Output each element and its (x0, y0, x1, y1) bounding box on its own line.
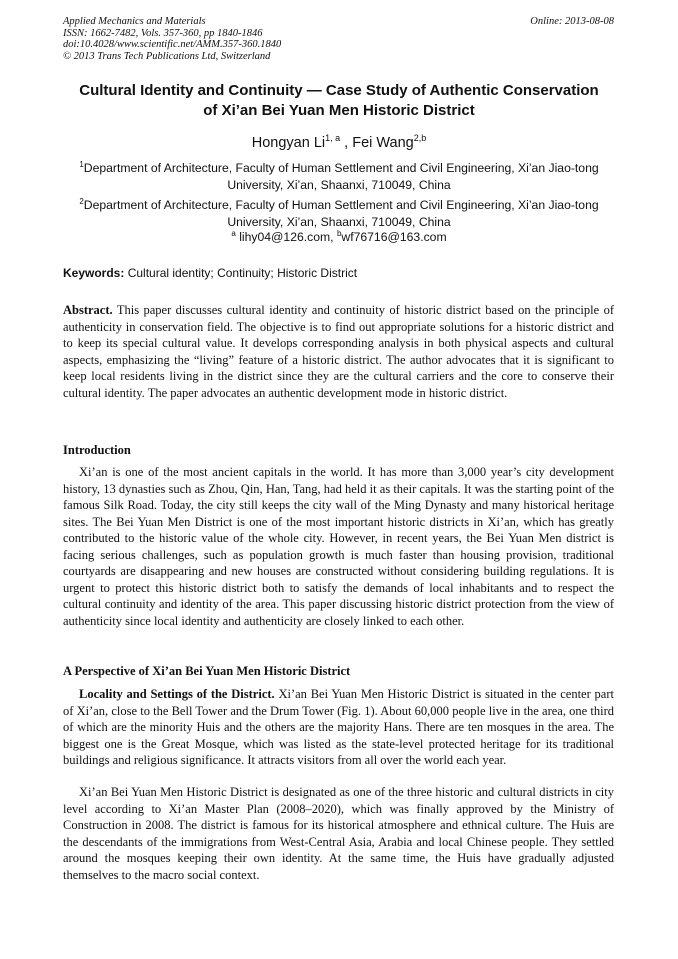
title-line-2: of Xi’an Bei Yuan Men Historic District (203, 102, 475, 119)
author-sup: 2,b (413, 133, 427, 143)
keywords-label: Keywords: (63, 266, 125, 280)
abstract-label: Abstract. (63, 303, 113, 317)
author-name: Hongyan Li (251, 134, 326, 151)
abstract (63, 302, 614, 401)
paper-title (40, 81, 638, 121)
copyright-line: © 2013 Trans Tech Publications Ltd, Switzerland (63, 50, 271, 62)
section-heading-introduction: Introduction (63, 443, 131, 457)
title-line-1: Cultural Identity and Continuity — Case Study of Authentic Conservation (79, 82, 599, 99)
email-text: wf76716@163.com (341, 230, 447, 245)
affiliation-text: Department of Architecture, Faculty of Human Settlement and Civil Engineering, Xi’an Jiao-tong University, Xi’an, Shaanxi, 710049, China (83, 161, 599, 193)
author-sup: 1, a (325, 133, 341, 143)
email-text: lihy04@126.com, (235, 230, 337, 245)
online-date: Online: 2013-08-08 (530, 16, 614, 27)
paragraph-text: Xi’an Bei Yuan Men Historic District is situated in the center part of Xi’an, close to the Bell Tower and the Drum Tower (Fig. 1). About 60,000 people live in the area, one third of which are the minority Huis and the others are the majority Hans. There are ten mosques in the area. The biggest one is the Great Mosque, which was listed as the state-level protected heritage for its traditional buildings and religious significance. It attracts visitors from all over the world each year. (63, 687, 614, 767)
author-separator: , (340, 134, 353, 151)
subsection-label: Locality and Settings of the District. (79, 687, 275, 701)
author-name: Fei Wang (352, 134, 414, 151)
issn-line: ISSN: 1662-7482, Vols. 357-360, pp 1840-1846 (63, 27, 263, 39)
affiliation-text: Department of Architecture, Faculty of Human Settlement and Civil Engineering, Xi’an Jiao-tong University, Xi’an, Shaanxi, 710049, China (83, 198, 599, 230)
email-sup: a (231, 229, 236, 238)
section-heading-perspective: A Perspective of Xi’an Bei Yuan Men Historic District (63, 664, 351, 678)
affiliation-2 (56, 193, 622, 231)
author-list (40, 133, 638, 151)
keywords (63, 266, 614, 280)
email-sup: b (336, 229, 342, 238)
introduction-paragraph: Xi’an is one of the most ancient capitals in the world. It has more than 3,000 year’s city development history, 13 dynasties such as Zhou, Qin, Han, Tang, had held it as their capitals. It was the starting point of the famous Silk Road. Today, the city still keeps the city wall of the Ming Dynasty and many historical heritage sites. The Bei Yuan Men District is one of the most important historic districts in Xi’an, which has greatly contributed to the historic value of the whole city. However, in recent years, the Bei Yuan Men district is facing serious challenges, such as population growth is much faster than housing provision, traditional courtyards are disappearing and new houses are constructed without considering building regulations. It is urgent to protect this historic district both to satisfy the demands of local inhabitants and to respect the cultural continuity and identity of the area. This paper discussing historic district protection from the view of authenticity since local identity and authenticity are closely linked to each other. (63, 465, 614, 628)
abstract-text: This paper discusses cultural identity and continuity of historic district based on the principle of authenticity in conservation field. The objective is to find out appropriate solutions for a historic district and to keep its special cultural value. It develops corresponding analysis in both physical aspects and cultural aspects, emphasizing the “living” feature of a historic district. The author advocates that it is significant to keep local residents living in the district since they are the cultural carriers and the core to conserve their cultural identity. The paper advocates an authentic development mode in historic district. (63, 303, 614, 400)
journal-name: Applied Mechanics and Materials (63, 16, 206, 27)
doi-line: doi:10.4028/www.scientific.net/AMM.357-360.1840 (63, 39, 282, 50)
author-emails (40, 229, 638, 244)
affiliation-1 (56, 156, 622, 194)
affiliation-sup: 2 (79, 197, 84, 206)
perspective-paragraph-2: Xi’an Bei Yuan Men Historic District is designated as one of the three historic and cultural districts in city level according to Xi’an Master Plan (2008–2020), which was finally approved by the Ministry of Construction in 2008. The district is famous for its historical atmosphere and ethnical culture. The Huis are the descendants of the immigrations from West-Central Asia, Arabia and local Chinese people. They settled around the mosques keeping their own identity. At the same time, the Huis have gradually adjusted themselves to the macro social context. (63, 785, 614, 882)
journal-header (63, 16, 614, 62)
affiliation-sup: 1 (79, 160, 84, 169)
perspective-paragraph-1 (63, 686, 614, 769)
keywords-text: Cultural identity; Continuity; Historic District (124, 266, 358, 280)
